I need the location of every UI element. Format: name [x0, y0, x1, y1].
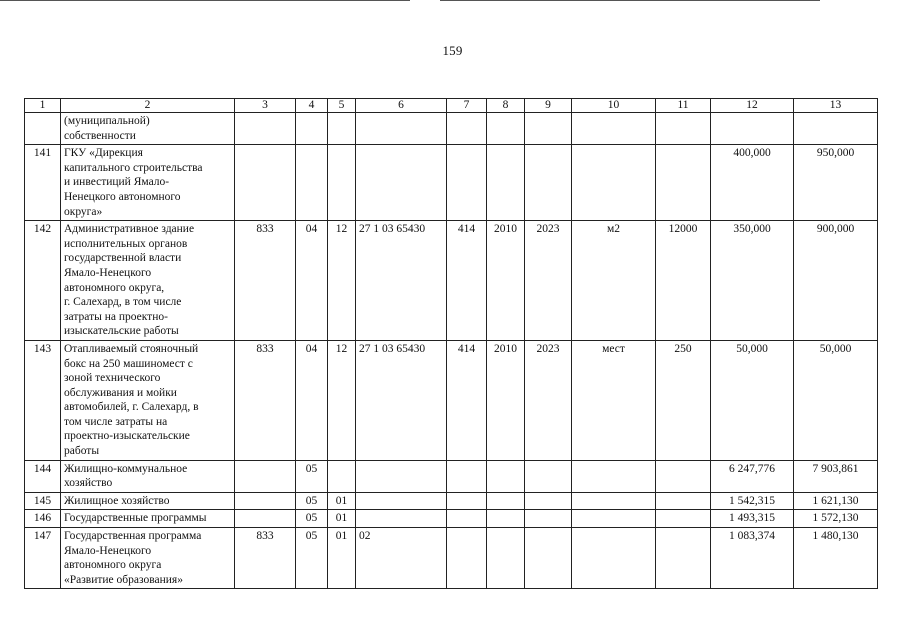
column-header: 13	[794, 99, 878, 113]
budget-table	[24, 98, 878, 589]
amount-cell: 900,000	[794, 221, 878, 341]
row-name-cell: (муниципальной) собственности	[61, 113, 235, 145]
column-header: 2	[61, 99, 235, 113]
column-header: 3	[235, 99, 296, 113]
row-name-cell: Государственная программа Ямало-Ненецкого автономного округа «Развитие образования»	[61, 528, 235, 589]
column-header: 7	[447, 99, 487, 113]
row-name-cell: ГКУ «Дирекция капитального строительства и инвестиций Ямало- Ненецкого автономного округа»	[61, 145, 235, 221]
capacity-cell	[656, 492, 711, 510]
target-article-cell	[356, 113, 447, 145]
amount-cell: 1 542,315	[711, 492, 794, 510]
column-header: 10	[572, 99, 656, 113]
scan-edge-line	[0, 0, 410, 1]
ministry-code-cell	[235, 113, 296, 145]
target-article-cell: 27 1 03 65430	[356, 221, 447, 341]
amount-cell: 7 903,861	[794, 460, 878, 492]
ministry-code-cell	[235, 145, 296, 221]
expense-type-cell	[447, 460, 487, 492]
row-number-cell: 145	[25, 492, 61, 510]
capacity-cell: 250	[656, 340, 711, 460]
expense-type-cell	[447, 145, 487, 221]
row-name-cell: Отапливаемый стояночный бокс на 250 машиномест с зоной технического обслуживания и мойки автомобилей, г. Салехард, в том числе затраты на проектно-изыскательские работы	[61, 340, 235, 460]
section-code-cell: 05	[296, 510, 328, 528]
capacity-cell	[656, 460, 711, 492]
target-article-cell	[356, 492, 447, 510]
amount-cell: 1 083,374	[711, 528, 794, 589]
unit-cell	[572, 528, 656, 589]
end-year-cell	[525, 145, 572, 221]
row-number-cell: 147	[25, 528, 61, 589]
row-number-cell: 143	[25, 340, 61, 460]
amount-cell: 1 493,315	[711, 510, 794, 528]
row-name-cell: Административное здание исполнительных органов государственной власти Ямало-Ненецкого автономного округа, г. Салехард, в том числе затраты на проектно- изыскательские работы	[61, 221, 235, 341]
capacity-cell: 12000	[656, 221, 711, 341]
subsection-code-cell: 01	[328, 528, 356, 589]
subsection-code-cell	[328, 145, 356, 221]
end-year-cell	[525, 528, 572, 589]
subsection-code-cell	[328, 113, 356, 145]
ministry-code-cell: 833	[235, 221, 296, 341]
column-header: 8	[487, 99, 525, 113]
scan-edge-line	[440, 0, 820, 1]
ministry-code-cell: 833	[235, 528, 296, 589]
target-article-cell	[356, 510, 447, 528]
amount-cell	[711, 113, 794, 145]
section-code-cell	[296, 113, 328, 145]
end-year-cell	[525, 492, 572, 510]
table-row	[25, 145, 878, 221]
table-row	[25, 113, 878, 145]
unit-cell	[572, 113, 656, 145]
column-header: 1	[25, 99, 61, 113]
expense-type-cell: 414	[447, 221, 487, 341]
ministry-code-cell: 833	[235, 340, 296, 460]
column-header: 6	[356, 99, 447, 113]
table-row	[25, 460, 878, 492]
start-year-cell	[487, 528, 525, 589]
start-year-cell: 2010	[487, 340, 525, 460]
amount-cell: 1 480,130	[794, 528, 878, 589]
section-code-cell: 05	[296, 528, 328, 589]
row-number-cell: 144	[25, 460, 61, 492]
capacity-cell	[656, 528, 711, 589]
row-name-cell: Государственные программы	[61, 510, 235, 528]
amount-cell	[794, 113, 878, 145]
end-year-cell	[525, 113, 572, 145]
start-year-cell: 2010	[487, 221, 525, 341]
amount-cell: 400,000	[711, 145, 794, 221]
row-name-cell: Жилищное хозяйство	[61, 492, 235, 510]
amount-cell: 1 621,130	[794, 492, 878, 510]
section-code-cell	[296, 145, 328, 221]
column-header: 9	[525, 99, 572, 113]
start-year-cell	[487, 460, 525, 492]
expense-type-cell	[447, 528, 487, 589]
section-code-cell: 05	[296, 492, 328, 510]
section-code-cell: 04	[296, 340, 328, 460]
amount-cell: 6 247,776	[711, 460, 794, 492]
page-number: 159	[442, 43, 463, 58]
row-number-cell: 146	[25, 510, 61, 528]
expense-type-cell	[447, 510, 487, 528]
expense-type-cell	[447, 492, 487, 510]
start-year-cell	[487, 492, 525, 510]
subsection-code-cell: 12	[328, 340, 356, 460]
unit-cell	[572, 460, 656, 492]
unit-cell: мест	[572, 340, 656, 460]
subsection-code-cell: 12	[328, 221, 356, 341]
capacity-cell	[656, 145, 711, 221]
target-article-cell	[356, 145, 447, 221]
end-year-cell	[525, 460, 572, 492]
start-year-cell	[487, 145, 525, 221]
start-year-cell	[487, 113, 525, 145]
ministry-code-cell	[235, 460, 296, 492]
amount-cell: 50,000	[794, 340, 878, 460]
end-year-cell: 2023	[525, 340, 572, 460]
target-article-cell	[356, 460, 447, 492]
start-year-cell	[487, 510, 525, 528]
table-row	[25, 528, 878, 589]
amount-cell: 950,000	[794, 145, 878, 221]
ministry-code-cell	[235, 492, 296, 510]
table-row	[25, 221, 878, 341]
unit-cell	[572, 145, 656, 221]
unit-cell: м2	[572, 221, 656, 341]
table-row	[25, 492, 878, 510]
row-name-cell: Жилищно-коммунальное хозяйство	[61, 460, 235, 492]
subsection-code-cell: 01	[328, 510, 356, 528]
row-number-cell: 141	[25, 145, 61, 221]
section-code-cell: 04	[296, 221, 328, 341]
amount-cell: 50,000	[711, 340, 794, 460]
expense-type-cell: 414	[447, 340, 487, 460]
row-number-cell	[25, 113, 61, 145]
subsection-code-cell	[328, 460, 356, 492]
subsection-code-cell: 01	[328, 492, 356, 510]
expense-type-cell	[447, 113, 487, 145]
end-year-cell	[525, 510, 572, 528]
target-article-cell: 27 1 03 65430	[356, 340, 447, 460]
column-header: 11	[656, 99, 711, 113]
section-code-cell: 05	[296, 460, 328, 492]
capacity-cell	[656, 113, 711, 145]
amount-cell: 350,000	[711, 221, 794, 341]
row-number-cell: 142	[25, 221, 61, 341]
target-article-cell: 02	[356, 528, 447, 589]
end-year-cell: 2023	[525, 221, 572, 341]
amount-cell: 1 572,130	[794, 510, 878, 528]
capacity-cell	[656, 510, 711, 528]
column-header: 4	[296, 99, 328, 113]
column-header: 5	[328, 99, 356, 113]
table-row	[25, 510, 878, 528]
ministry-code-cell	[235, 510, 296, 528]
unit-cell	[572, 510, 656, 528]
column-header: 12	[711, 99, 794, 113]
header-row	[25, 99, 878, 113]
table-row	[25, 340, 878, 460]
unit-cell	[572, 492, 656, 510]
